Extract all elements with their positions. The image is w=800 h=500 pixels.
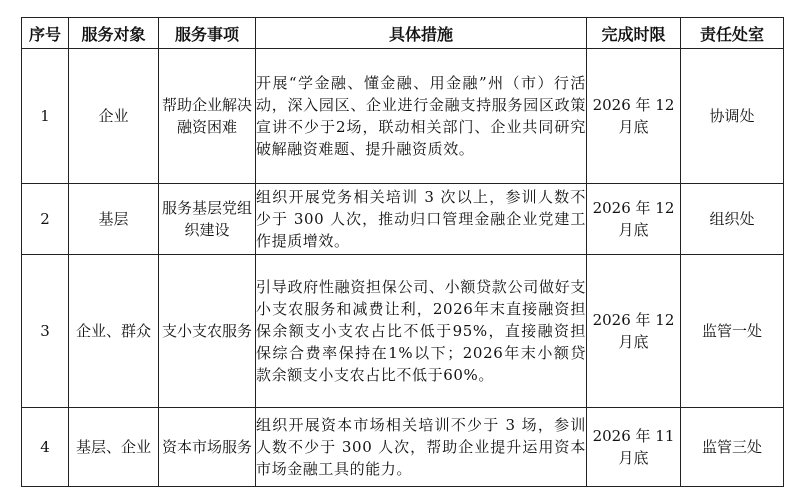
- table-row: [22, 184, 784, 255]
- row-measure: 引导政府性融资担保公司、小额贷款公司做好支小支农服务和减费让利，2026年末直接融资担保余额支小支农占比不低于95%，直接融资担保综合费率保持在1%以下；2026年末小额贷款余额支小支农占比不低于60%。: [256, 255, 587, 408]
- row-number: 3: [22, 255, 69, 408]
- row-item: 帮助企业解决融资困难: [159, 49, 256, 184]
- row-deadline: 2026 年 12 月底: [587, 184, 681, 255]
- row-target: 企业、群众: [69, 255, 159, 408]
- row-target: 企业: [69, 49, 159, 184]
- row-item: 支小支农服务: [159, 255, 256, 408]
- table-row: [22, 255, 784, 408]
- service-measures-table: [21, 17, 784, 487]
- header-num: 序号: [22, 18, 69, 49]
- row-item: 资本市场服务: [159, 408, 256, 487]
- row-measure: 开展“学金融、懂金融、用金融”州（市）行活动，深入园区、企业进行金融支持服务园区政策宣讲不少于2场，联动相关部门、企业共同研究破解融资难题、提升融资质效。: [256, 49, 587, 184]
- header-item: 服务事项: [159, 18, 256, 49]
- row-number: 4: [22, 408, 69, 487]
- row-office: 监管三处: [681, 408, 784, 487]
- row-number: 1: [22, 49, 69, 184]
- row-target: 基层、企业: [69, 408, 159, 487]
- row-measure: 组织开展资本市场相关培训不少于 3 场，参训人数不少于 300 人次，帮助企业提升运用资本市场金融工具的能力。: [256, 408, 587, 487]
- header-target: 服务对象: [69, 18, 159, 49]
- row-deadline: 2026 年 12 月底: [587, 255, 681, 408]
- table-row: [22, 49, 784, 184]
- row-number: 2: [22, 184, 69, 255]
- row-target: 基层: [69, 184, 159, 255]
- header-measure: 具体措施: [256, 18, 587, 49]
- header-office: 责任处室: [681, 18, 784, 49]
- row-office: 组织处: [681, 184, 784, 255]
- row-deadline: 2026 年 12 月底: [587, 49, 681, 184]
- row-office: 监管一处: [681, 255, 784, 408]
- table-header-row: [22, 18, 784, 49]
- table-row: [22, 408, 784, 487]
- row-item: 服务基层党组织建设: [159, 184, 256, 255]
- header-deadline: 完成时限: [587, 18, 681, 49]
- row-deadline: 2026 年 11 月底: [587, 408, 681, 487]
- row-measure: 组织开展党务相关培训 3 次以上，参训人数不少于 300 人次，推动归口管理金融企业党建工作提质增效。: [256, 184, 587, 255]
- row-office: 协调处: [681, 49, 784, 184]
